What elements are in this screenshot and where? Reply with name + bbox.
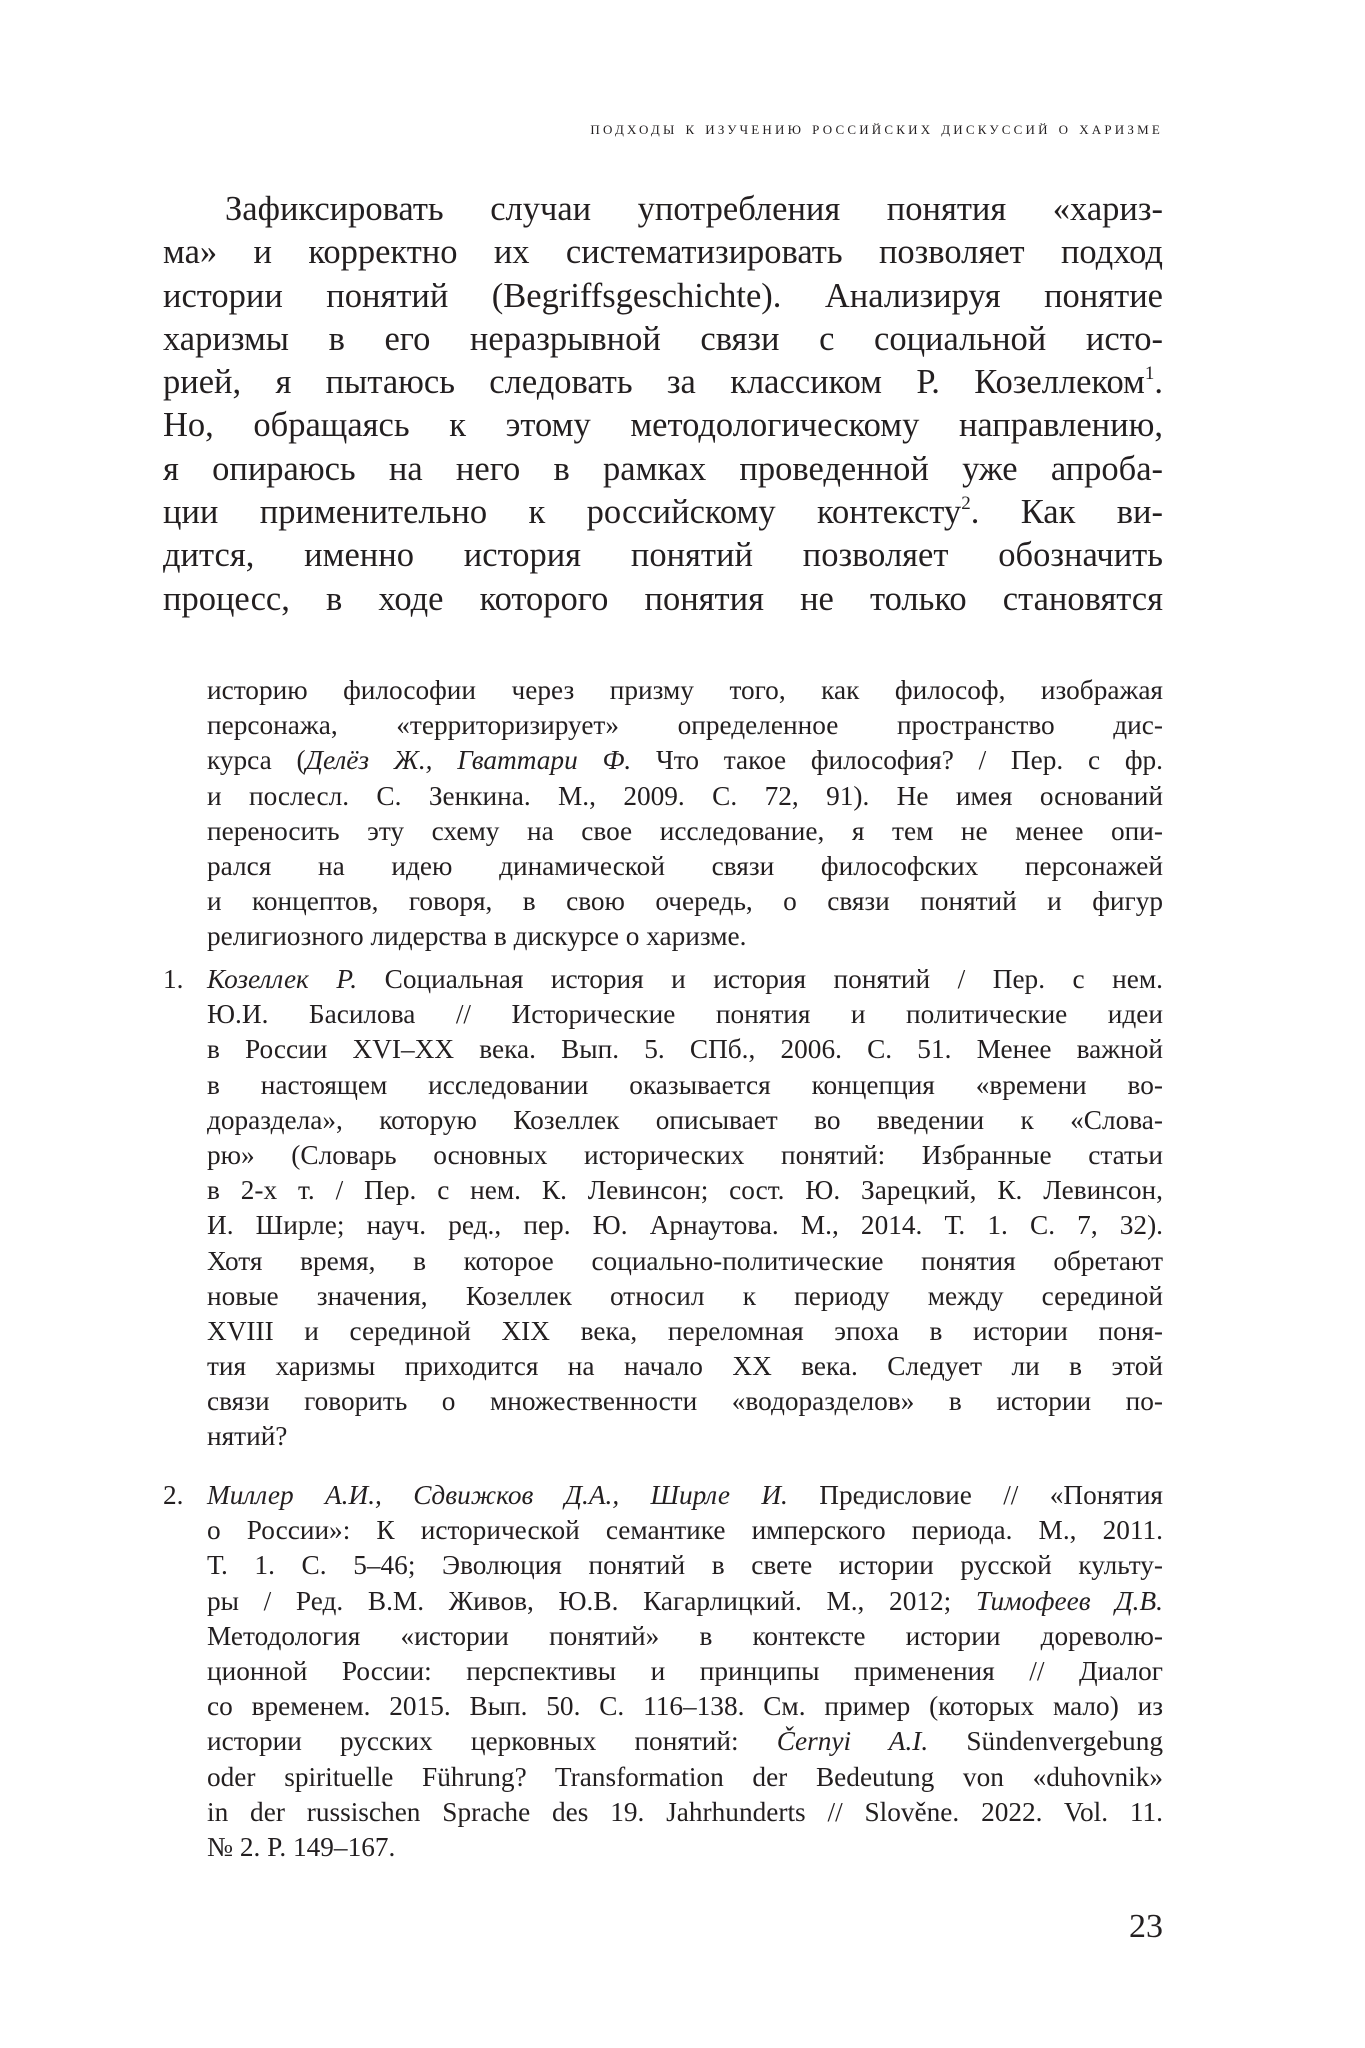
footnote-line: тия харизмы приходится на начало XX века. Следует ли в этой — [207, 1351, 1163, 1382]
main-text-line: Но, обращаясь к этому методологическому направлению, — [163, 406, 1163, 445]
footnote-body — [207, 962, 1163, 1455]
footnote-line: персонажа, «территоризирует» определенное пространство дис- — [207, 710, 1163, 741]
footnote-number: 1. — [163, 964, 184, 994]
footnote-line: Хотя время, в которое социально-политические понятия обретают — [207, 1245, 1163, 1276]
footnote-author-italic: Козеллек Р. — [207, 964, 358, 994]
footnote-line — [207, 962, 1163, 997]
main-text-line: харизмы в его неразрывной связи с социальной исто- — [163, 319, 1163, 358]
running-head: подходы к изучению российских дискуссий о харизме — [590, 118, 1163, 139]
footnote-fragment: курса ( — [207, 745, 306, 776]
main-text-line — [163, 361, 1163, 404]
footnote-fragment: ры / Ред. В.М. Живов, Ю.В. Кагарлицкий. М., 2012; — [207, 1585, 976, 1616]
main-text-line — [163, 491, 1163, 534]
footnote-line — [207, 1584, 1163, 1619]
footnote-line: Методология «истории понятий» в контексте истории дореволю- — [207, 1620, 1163, 1651]
footnote-fragment: истории русских церковных понятий: — [207, 1726, 777, 1757]
footnote-line: рался на идею динамической связи философских персонажей — [207, 850, 1163, 881]
footnote-continuation — [207, 673, 1163, 955]
footnote-line: Т. 1. С. 5–46; Эволюция понятий в свете истории русской культу- — [207, 1550, 1163, 1581]
main-text-fragment: ции применительно к российскому контексту — [163, 493, 962, 532]
main-text-line: процесс, в ходе которого понятия не только становятся — [163, 579, 1163, 618]
footnote-line: связи говорить о множественности «водоразделов» в истории по- — [207, 1386, 1163, 1417]
page-number: 23 — [1129, 1908, 1163, 1945]
footnote-fragment: Социальная история и история понятий / Пер. с нем. — [357, 964, 1163, 994]
footnote-line: И. Ширле; науч. ред., пер. Ю. Арнаутова. М., 2014. Т. 1. С. 7, 32). — [207, 1210, 1163, 1241]
footnote-line: о России»: К исторической семантике имперского периода. М., 2011. — [207, 1515, 1163, 1546]
footnote-line: дораздела», которую Козеллек описывает во введении к «Слова- — [207, 1104, 1163, 1135]
footnote-line: ционной России: перспективы и принципы применения // Диалог — [207, 1655, 1163, 1686]
footnote-author-italic: Делёз Ж., Гваттари Ф. — [305, 745, 632, 776]
footnote-fragment: Предисловие // «Понятия — [787, 1480, 1163, 1510]
footnote-line: историю философии через призму того, как философ, изображая — [207, 675, 1163, 705]
footnote-number: 2. — [163, 1480, 184, 1510]
footnote-line: нятий? — [207, 1421, 288, 1452]
footnote-author-italic: Тимофеев Д.В. — [975, 1585, 1163, 1616]
footnote-line: рю» (Словарь основных исторических понятий: Избранные статьи — [207, 1139, 1163, 1170]
footnote-author-italic: Миллер А.И., Сдвижков Д.А., Ширле И. — [207, 1480, 788, 1510]
main-text-fragment: рией, я пытаюсь следовать за классиком Р. Козеллеком — [163, 363, 1145, 402]
footnote-line: oder spirituelle Führung? Transformation der Bedeutung von «duhovnik» — [207, 1761, 1163, 1792]
footnote-line: XVIII и серединой XIX века, переломная эпоха в истории поня- — [207, 1315, 1163, 1346]
footnote-line — [207, 1724, 1163, 1759]
footnote-line: переносить эту схему на свое исследование, я тем не менее опи- — [207, 815, 1163, 846]
main-text-line: истории понятий (Begriffsgeschichte). Анализируя понятие — [163, 276, 1163, 315]
main-text-fragment: . — [1154, 363, 1163, 402]
footnote-line: Ю.И. Басилова // Исторические понятия и политические идеи — [207, 999, 1163, 1030]
footnote-line: со временем. 2015. Вып. 50. С. 116–138. См. пример (которых мало) из — [207, 1691, 1163, 1722]
footnote-ref-1[interactable]: 1 — [1144, 363, 1155, 385]
footnote-line: новые значения, Козеллек относил к периоду между серединой — [207, 1280, 1163, 1311]
footnote-fragment: Что такое философия? / Пер. с фр. — [631, 745, 1163, 776]
main-text-fragment: . Как ви- — [970, 493, 1163, 532]
footnote-line: и концептов, говоря, в свою очередь, о связи понятий и фигур — [207, 886, 1163, 917]
footnote-fragment: Sündenvergebung — [928, 1726, 1163, 1757]
main-text-line: ма» и корректно их систематизировать позволяет подход — [163, 233, 1163, 272]
footnote-line — [207, 743, 1163, 778]
footnote-line: религиозного лидерства в дискурсе о харизме. — [207, 921, 747, 952]
main-text-line: дится, именно история понятий позволяет обозначить — [163, 536, 1163, 575]
footnote-line — [207, 1478, 1163, 1513]
footnote-ref-2[interactable]: 2 — [961, 493, 971, 515]
footnote-author-italic: Černyi A.I. — [776, 1726, 929, 1757]
main-text — [163, 188, 1163, 621]
footnote-line: in der russischen Sprache des 19. Jahrhunderts // Slověne. 2022. Vol. 11. — [207, 1796, 1163, 1827]
main-text-line: я опираюсь на него в рамках проведенной уже апроба- — [163, 449, 1163, 488]
footnote-line: № 2. P. 149–167. — [207, 1831, 396, 1862]
footnote-line: и послесл. С. Зенкина. М., 2009. С. 72, 91). Не имея оснований — [207, 780, 1163, 811]
footnote-line: в России XVI–XX века. Вып. 5. СПб., 2006. С. 51. Менее важной — [207, 1034, 1163, 1065]
footnote-body — [207, 1478, 1163, 1865]
footnote-line: в 2-х т. / Пер. с нем. К. Левинсон; сост. Ю. Зарецкий, К. Левинсон, — [207, 1175, 1163, 1206]
footnote-line: в настоящем исследовании оказывается концепция «времени во- — [207, 1069, 1163, 1100]
main-text-line: Зафиксировать случаи употребления понятия «хариз- — [225, 190, 1163, 228]
